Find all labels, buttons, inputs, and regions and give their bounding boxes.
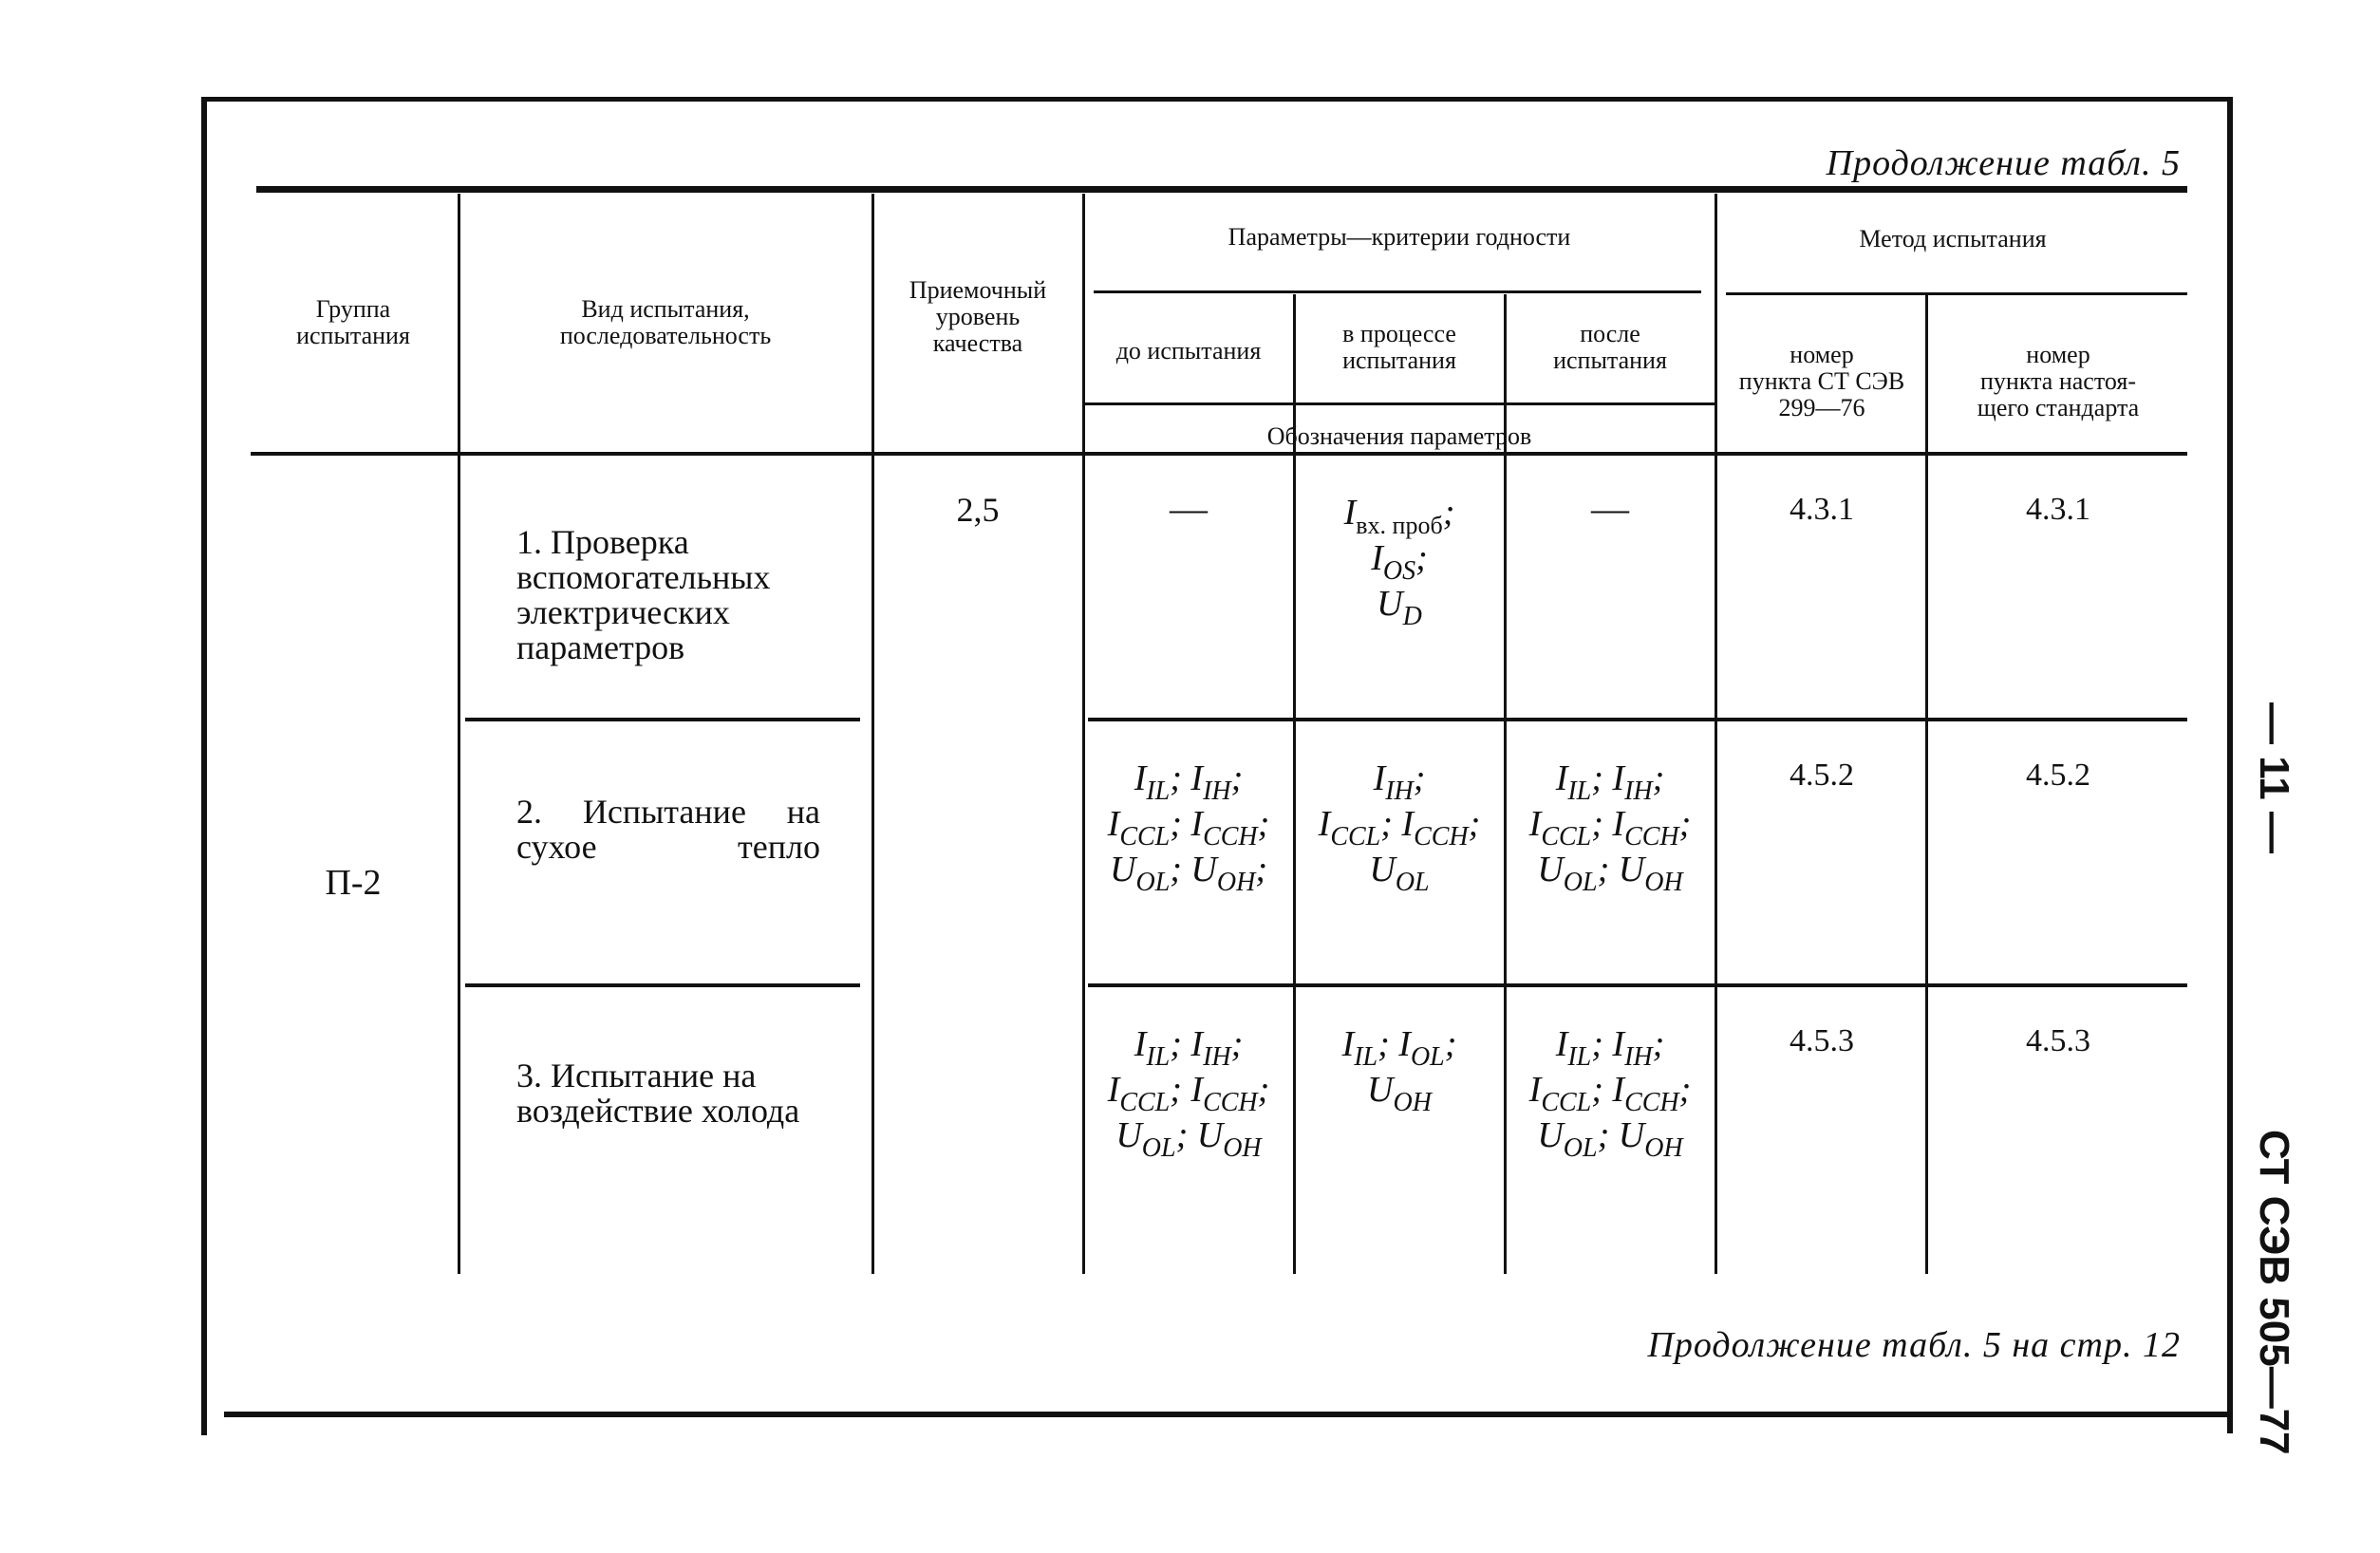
row3-sev: 4.5.3: [1790, 1023, 1854, 1058]
row2-test-text: 2. Испытание на сухое тепло: [516, 793, 820, 866]
row3-during-line1: $I_{IL}$; $I_{OL}$;: [1341, 1024, 1457, 1072]
header-designations: Обозначения параметров: [1266, 422, 1532, 450]
header-acceptance: Приемочный уровень качества: [909, 276, 1047, 357]
row3-this: 4.5.3: [2026, 1023, 2090, 1058]
row2-after: [1508, 756, 1713, 897]
row1-before: —: [1170, 487, 1208, 530]
row3-during-line2: $U_{OH}$: [1367, 1070, 1432, 1117]
row1-test-text: 1. Проверка вспомогательных электрических параметров: [516, 523, 771, 666]
header-method-sev: номер пункта СТ СЭВ 299—76: [1738, 341, 1905, 421]
col-rule-1: [458, 194, 460, 1274]
row1-during-line3: $U_D$: [1377, 584, 1422, 631]
row2-before-line2: $I_{CCL}$; $I_{CCH}$;: [1107, 804, 1270, 851]
frame-bottom-rule: [224, 1412, 2233, 1417]
row2-after-line3: $U_{OL}$; $U_{OH}$: [1537, 850, 1683, 897]
row2-during-line2: $I_{CCL}$; $I_{CCH}$;: [1318, 804, 1481, 851]
col-rule-2: [871, 194, 874, 1274]
row2-during: [1297, 756, 1502, 897]
row1-during: [1297, 490, 1502, 631]
row2-after-line2: $I_{CCL}$; $I_{CCH}$;: [1528, 804, 1692, 851]
row2-sev: 4.5.2: [1790, 758, 1854, 793]
row3-before: [1086, 1021, 1291, 1163]
header-during: в процессе испытания: [1342, 320, 1456, 374]
caption-continuation-top: Продолжение табл. 5: [1826, 143, 2181, 183]
row1-this: 4.3.1: [2026, 492, 2090, 527]
side-page-number: — 11 —: [2251, 702, 2297, 853]
row3-after-line3: $U_{OL}$; $U_{OH}$: [1537, 1115, 1683, 1163]
row2-before-line1: $I_{IL}$; $I_{IH}$;: [1134, 758, 1244, 806]
col-rule-6: [1715, 194, 1717, 1274]
row3-after-line2: $I_{CCL}$; $I_{CCH}$;: [1528, 1070, 1692, 1117]
header-group: Группа испытания: [296, 295, 410, 349]
row1-test: [516, 490, 820, 665]
row1-after: —: [1591, 487, 1629, 530]
row1-during-line2: $I_{OS}$;: [1371, 538, 1428, 586]
frame-top-rule: [201, 97, 2233, 102]
row3-after-line1: $I_{IL}$; $I_{IH}$;: [1555, 1024, 1665, 1072]
designations-rule: [1082, 402, 1715, 405]
group-value: П-2: [325, 863, 382, 903]
row2-after-line1: $I_{IL}$; $I_{IH}$;: [1555, 758, 1665, 806]
row2-during-line1: $I_{IH}$;: [1373, 758, 1426, 806]
row2-before-line3: $U_{OL}$; $U_{OH}$;: [1110, 850, 1267, 897]
row1-sev: 4.3.1: [1790, 492, 1854, 527]
row3-test: [516, 1023, 820, 1129]
header-after: после испытания: [1553, 320, 1667, 374]
frame-left-rule: [201, 97, 207, 1435]
row3-during: [1297, 1021, 1502, 1117]
row2-during-line3: $U_{OL}$: [1369, 850, 1430, 897]
row-separator-1a: [465, 718, 860, 721]
row-separator-2b: [1088, 983, 2187, 987]
frame-right-rule: [2227, 97, 2233, 1433]
row3-after: [1508, 1021, 1713, 1163]
row3-before-line3: $U_{OL}$; $U_{OH}$: [1115, 1115, 1262, 1163]
row2-before: [1086, 756, 1291, 897]
row1-during-line1: $I_{вх. проб}$;: [1343, 493, 1455, 539]
side-standard: СТ СЭВ 505—77: [2251, 1130, 2297, 1455]
row2-test: [516, 759, 820, 865]
row-separator-1b: [1088, 718, 2187, 721]
method-subheader-rule: [1726, 292, 2187, 295]
header-bottom-rule: [251, 452, 2187, 456]
row3-test-text: 3. Испытание на воздействие холода: [516, 1057, 800, 1130]
table-top-rule: [256, 186, 2187, 193]
col-rule-3: [1082, 194, 1085, 1274]
caption-continuation-bottom: Продолжение табл. 5 на стр. 12: [1647, 1325, 2181, 1365]
col-rule-7: [1925, 294, 1928, 1274]
row3-before-line2: $I_{CCL}$; $I_{CCH}$;: [1107, 1070, 1270, 1117]
header-criteria: Параметры—критерии годности: [1227, 223, 1571, 251]
acceptance-value: 2,5: [956, 491, 1000, 529]
header-method-this: номер пункта настоя- щего стандарта: [1977, 341, 2140, 421]
header-test-type: Вид испытания, последовательность: [559, 295, 772, 349]
row-separator-2a: [465, 983, 860, 987]
row2-this: 4.5.2: [2026, 758, 2090, 793]
header-before: до испытания: [1115, 337, 1262, 365]
header-method: Метод испытания: [1859, 225, 2047, 253]
criteria-subheader-rule: [1094, 290, 1701, 293]
row3-before-line1: $I_{IL}$; $I_{IH}$;: [1134, 1024, 1244, 1072]
